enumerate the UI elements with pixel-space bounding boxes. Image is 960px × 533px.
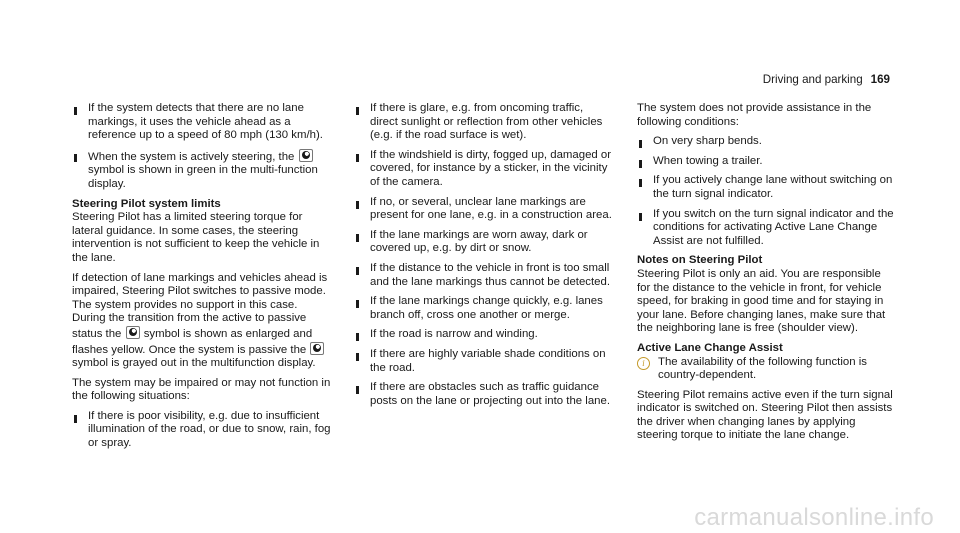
list-item: If the lane markings change quickly, e.g. lanes branch off, cross one another or merge. — [354, 295, 614, 322]
bullet-list — [72, 410, 332, 451]
section-heading: Notes on Steering Pilot — [637, 254, 763, 267]
paragraph: The system may be impaired or may not function in the following situations: — [72, 376, 331, 403]
list-item: When towing a trailer. — [637, 155, 897, 169]
section-title: Driving and parking — [762, 73, 863, 86]
page-number: 169 — [870, 73, 890, 86]
list-item: If there is poor visibility, e.g. due to insufficient illumination of the road, or due to snow, rain, fog or spray. — [72, 410, 332, 451]
steering-pilot-symbol-icon — [299, 149, 313, 162]
column-3 — [637, 102, 897, 449]
list-item — [72, 149, 332, 192]
info-icon: i — [637, 357, 650, 370]
bullet-list — [354, 102, 614, 408]
list-item: If the system detects that there are no lane markings, it uses the vehicle ahead as a reference up to a speed of 80 mph (130 km/h). — [72, 102, 332, 143]
column-1 — [72, 102, 332, 457]
list-item: If no, or several, unclear lane markings are present for one lane, e.g. in a construction area. — [354, 196, 614, 223]
steering-pilot-symbol-icon — [310, 342, 324, 355]
info-note-text: The availability of the following function is country-dependent. — [658, 355, 867, 382]
watermark: carmanualsonline.info — [694, 504, 934, 532]
list-item: If you switch on the turn signal indicator and the conditions for activating Active Lane Change Assist are not fulfilled. — [637, 208, 897, 249]
bullet-list — [637, 135, 897, 248]
list-item: If the windshield is dirty, fogged up, damaged or covered, for instance by a sticker, in the vicinity of the camera. — [354, 149, 614, 190]
paragraph-text: If detection of lane markings and vehicles ahead is impaired, Steering Pilot switches to passive mode. The system provides no support in this case. During the transition from the active to passive status the — [72, 271, 328, 340]
paragraph: Steering Pilot is only an aid. You are responsible for the distance to the vehicle in front, for vehicle speed, for braking in good time and for staying in your lane. Before changing lanes, make sure that the neighboring lane is free (shoulder view). — [637, 267, 886, 335]
section-heading: Steering Pilot system limits — [72, 197, 221, 210]
list-item: If there are highly variable shade conditions on the road. — [354, 348, 614, 375]
paragraph: Steering Pilot has a limited steering torque for lateral guidance. In some cases, the steering intervention is not sufficient to keep the vehicle in the lane. — [72, 211, 320, 264]
paragraph-text: symbol is grayed out in the multifunction display. — [72, 357, 316, 370]
paragraph: The system does not provide assistance in the following conditions: — [637, 102, 872, 128]
page-header — [763, 73, 890, 87]
paragraph — [72, 272, 332, 371]
steering-pilot-symbol-icon — [126, 326, 140, 339]
list-item-text: When the system is actively steering, the — [88, 150, 295, 163]
paragraph: Steering Pilot remains active even if the turn signal indicator is switched on. Steering Pilot then assists the driver when changing lanes by applying steering torque to initiate the lane change. — [637, 388, 893, 442]
list-item: If you actively change lane without switching on the turn signal indicator. — [637, 174, 897, 201]
info-note — [637, 356, 897, 383]
list-item-text: symbol is shown in green in the multi-function display. — [88, 164, 318, 190]
section-heading: Active Lane Change Assist — [637, 341, 783, 354]
list-item: On very sharp bends. — [637, 135, 897, 149]
list-item: If the lane markings are worn away, dark or covered up, e.g. by dirt or snow. — [354, 229, 614, 256]
list-item: If there are obstacles such as traffic guidance posts on the lane or projecting out into the lane. — [354, 381, 614, 408]
list-item: If the distance to the vehicle in front is too small and the lane markings thus cannot be detected. — [354, 262, 614, 289]
bullet-list — [72, 102, 332, 192]
list-item: If there is glare, e.g. from oncoming traffic, direct sunlight or reflection from other vehicles (e.g. if the road surface is wet). — [354, 102, 614, 143]
paragraph-text: symbol is shown as enlarged and flashes yellow. Once the system is passive the — [72, 327, 313, 356]
column-2 — [354, 102, 614, 414]
list-item: If the road is narrow and winding. — [354, 328, 614, 342]
